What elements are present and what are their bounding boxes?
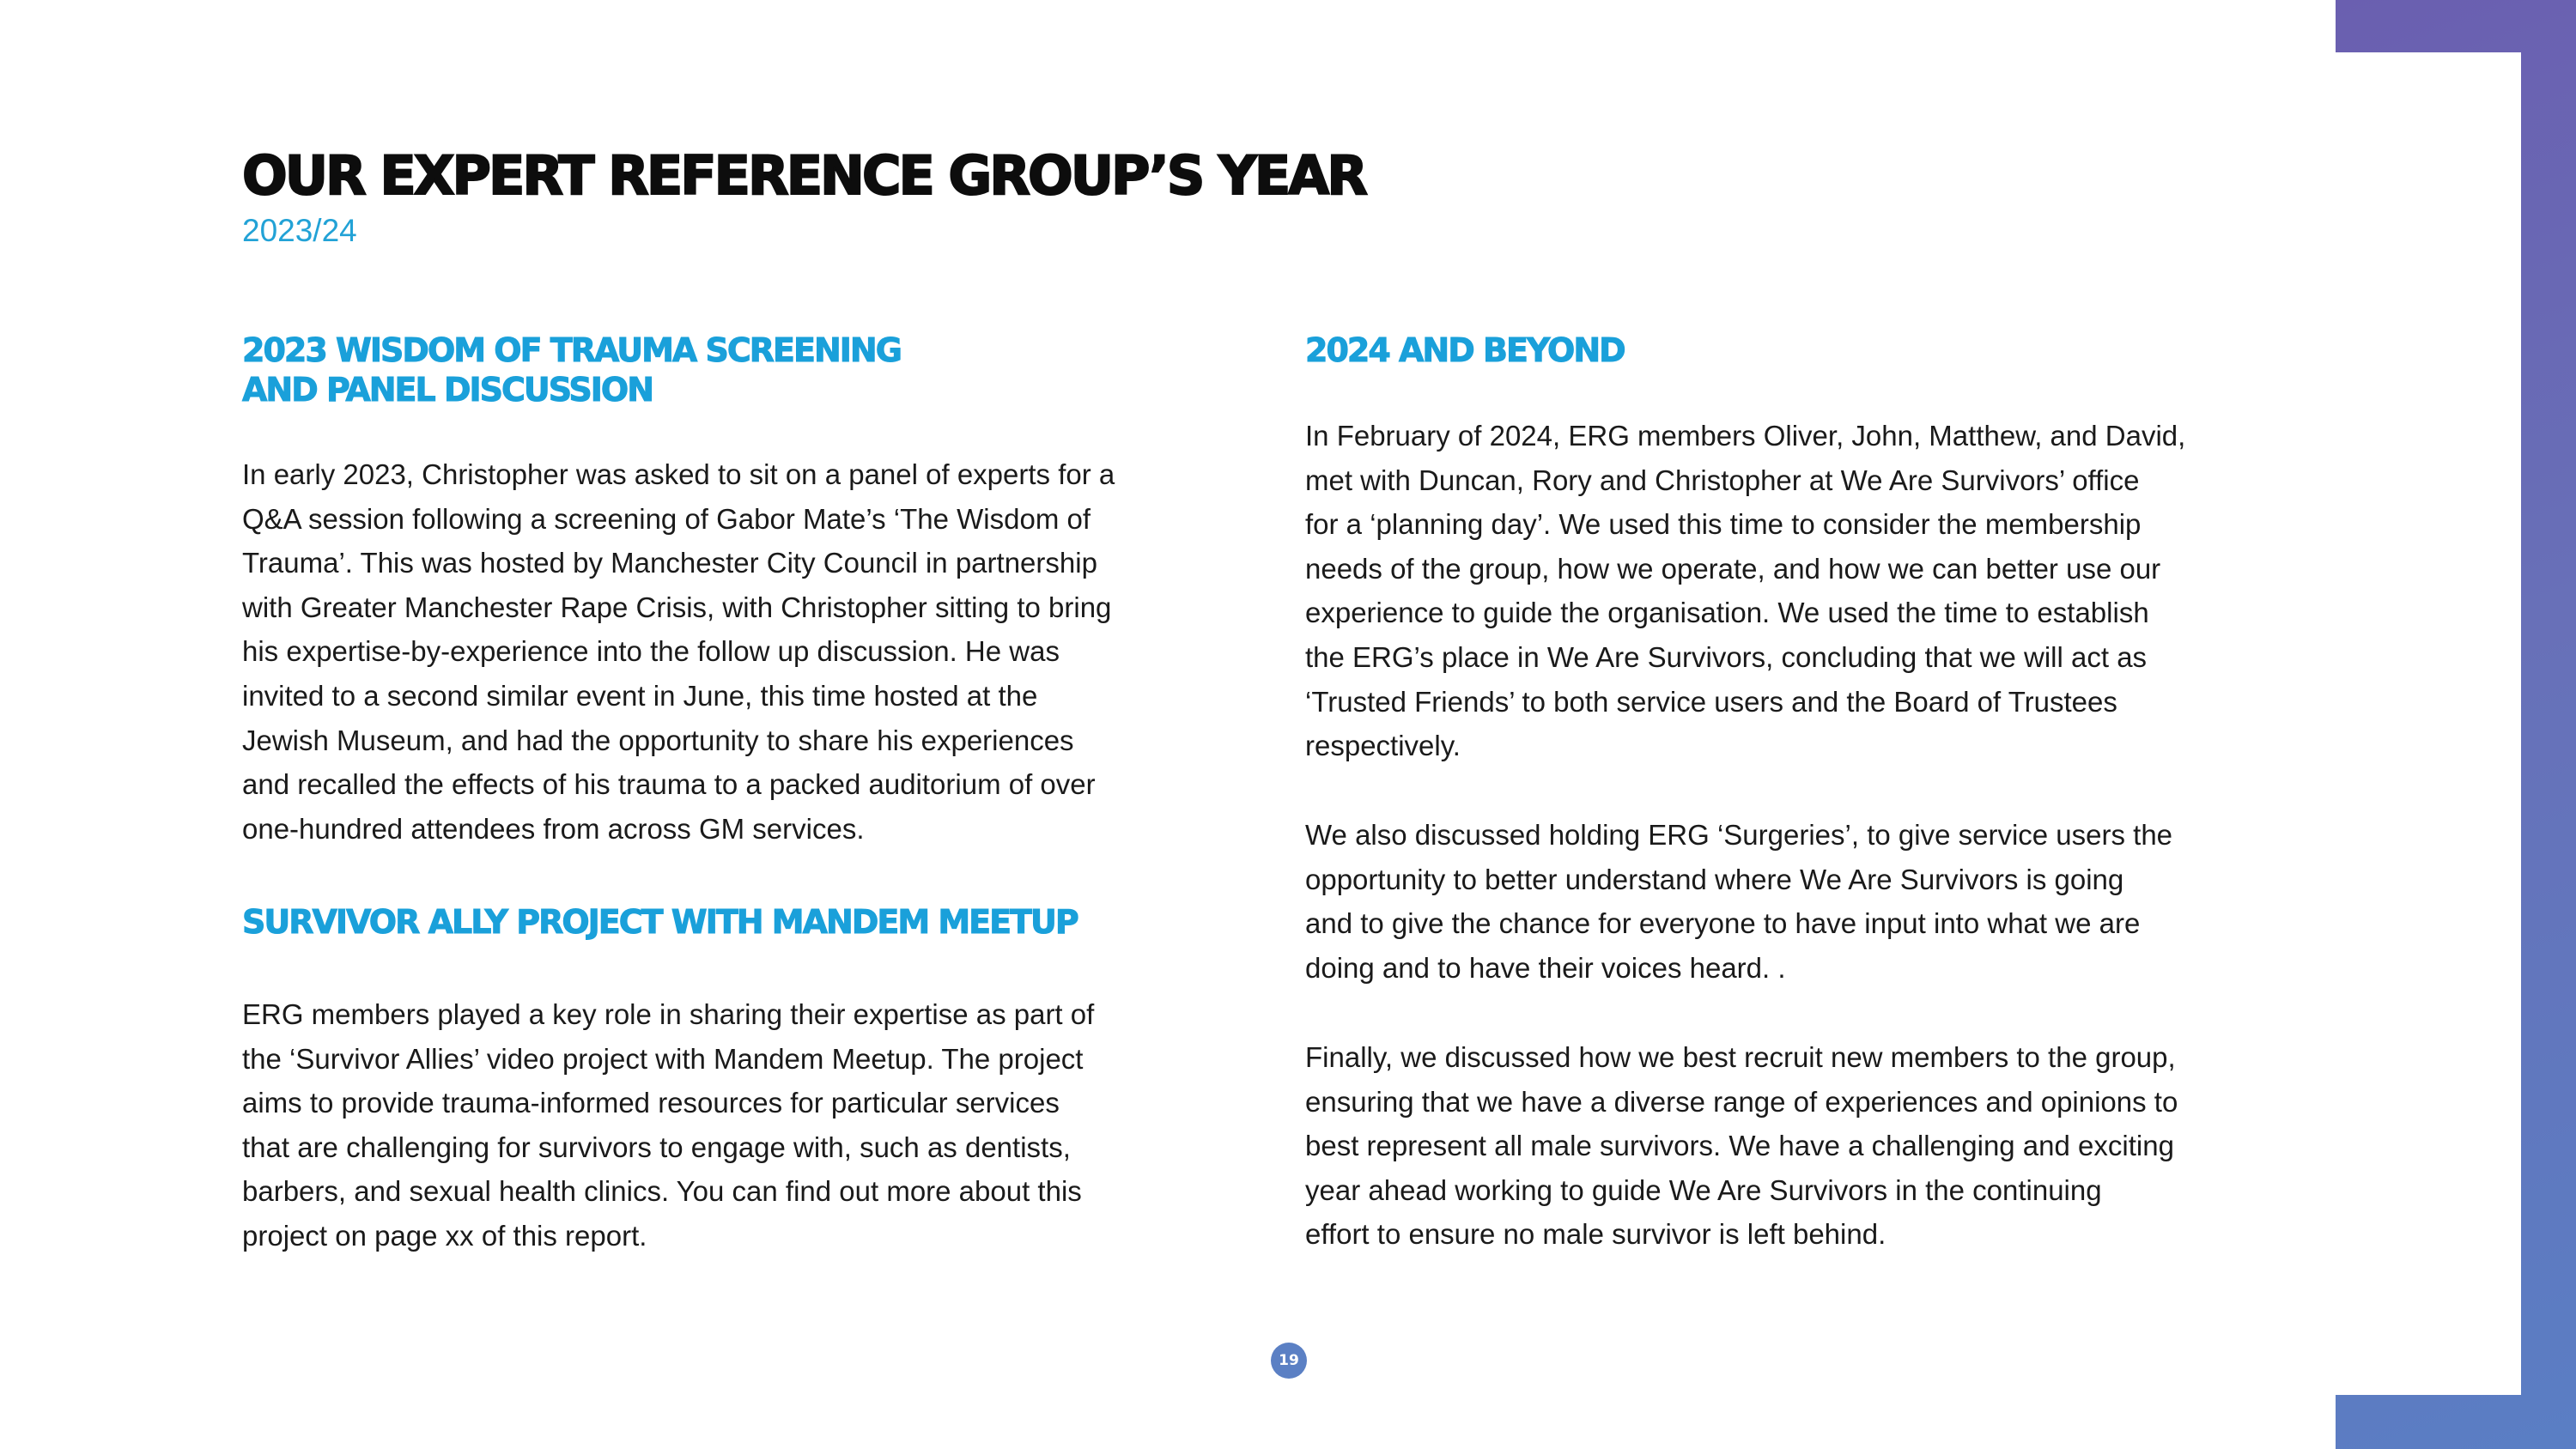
- page-title: OUR EXPERT REFERENCE GROUP’S YEAR: [242, 144, 1365, 207]
- section-heading-survivor-ally: SURVIVOR ALLY PROJECT WITH MANDEM MEETUP: [242, 903, 1078, 941]
- page-number-badge: 19: [1271, 1343, 1307, 1379]
- paragraph-recruitment: Finally, we discussed how we best recruit new members to the group, ensuring that we have a diverse range of experiences and opinions to best represent all male survivors. We have a challenging and exciting year ahead working to guide We Are Survivors in the continuing effort to ensure no male survivor is left behind.: [1305, 1041, 2178, 1251]
- section-body-survivor-ally: ERG members played a key role in sharing their expertise as part of the ‘Survivor Allies’ video project with Mandem Meetup. The project aims to provide trauma-informed resources for particular services that are challenging for survivors to engage with, such as dentists, barbers, and sexual health clinics. You can find out more about this project on page xx of this report.: [242, 998, 1095, 1252]
- paragraph-erg-surgeries: We also discussed holding ERG ‘Surgeries’, to give service users the opportunity to better understand where We Are Survivors is going and to give the chance for everyone to have input into what we are doing and to have their voices heard. .: [1305, 819, 2173, 984]
- section-heading-wisdom-of-trauma: 2023 WISDOM OF TRAUMA SCREENING AND PANEL DISCUSSION: [242, 331, 901, 409]
- paragraph-planning-day: In February of 2024, ERG members Oliver, John, Matthew, and David, met with Duncan, Rory and Christopher at We Are Survivors’ office for a ‘planning day’. We used this time to consider the membership needs of the group, how we operate, and how we can better use our experience to guide the organisation. We used the time to establish the ERG’s place in We Are Survivors, concluding that we will act as ‘Trusted Friends’ to both service users and the Board of Trustees respectively.: [1305, 420, 2186, 762]
- section-body-wisdom-of-trauma: In early 2023, Christopher was asked to sit on a panel of experts for a Q&A session following a screening of Gabor Mate’s ‘The Wisdom of Trauma’. This was hosted by Manchester City Council in partnership with Greater Manchester Rape Crisis, with Christopher sitting to bring his expertise-by-experience into the follow up discussion. He was invited to a second similar event in June, this time hosted at the Jewish Museum, and had the opportunity to share his experiences and recalled the effects of his trauma to a packed auditorium of over one-hundred attendees from across GM services.: [242, 458, 1115, 845]
- section-heading-2024-and-beyond: 2024 AND BEYOND: [1305, 331, 1625, 369]
- page-subtitle-year: 2023/24: [242, 213, 357, 248]
- decorative-band-inset: [2336, 52, 2521, 1395]
